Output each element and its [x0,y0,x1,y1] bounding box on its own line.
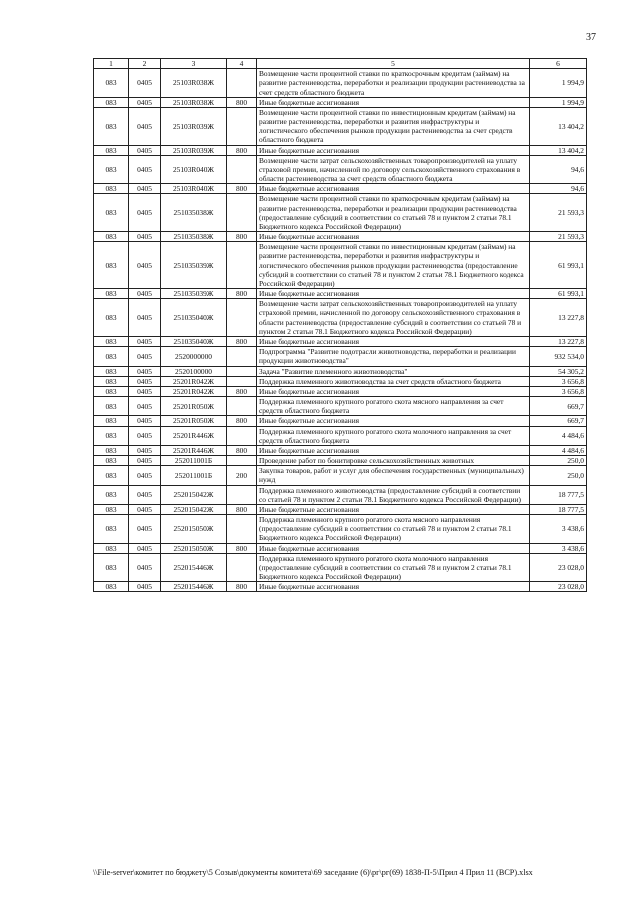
cell-description: Поддержка племенного крупного рогатого скота мясного направления за счет средств областного бюджета [257,397,530,416]
table-row [94,184,587,194]
table-row [94,582,587,592]
header-col-3: 3 [161,59,227,69]
header-col-5: 5 [257,59,530,69]
cell-description: Проведение работ по бонитировке сельскохозяйственных животных [257,456,530,466]
cell-section-code: 0405 [129,289,161,299]
cell-description: Закупка товаров, работ и услуг для обеспечения государственных (муниципальных) нужд [257,466,530,485]
cell-amount: 94,6 [530,184,587,194]
cell-target-article: 25103R040Ж [161,155,227,184]
cell-expense-type: 800 [227,416,257,426]
cell-description: Иные бюджетные ассигнования [257,184,530,194]
cell-section-code: 0405 [129,184,161,194]
cell-description: Иные бюджетные ассигнования [257,289,530,299]
cell-target-article: 25201R050Ж [161,397,227,416]
cell-section-code: 0405 [129,69,161,98]
cell-target-article: 252015042Ж [161,504,227,514]
cell-description: Иные бюджетные ассигнования [257,145,530,155]
cell-amount: 61 993,1 [530,242,587,289]
table-row [94,376,587,386]
cell-amount: 94,6 [530,155,587,184]
cell-dept-code: 083 [94,543,129,553]
cell-target-article: 25201R042Ж [161,376,227,386]
budget-table-wrapper [93,58,586,592]
cell-description: Поддержка племенного крупного рогатого скота молочного направления за счет средств областного бюджета [257,426,530,445]
cell-dept-code: 083 [94,155,129,184]
cell-target-article: 2520100000 [161,366,227,376]
cell-dept-code: 083 [94,416,129,426]
table-row [94,456,587,466]
cell-expense-type [227,242,257,289]
cell-description: Возмещение части затрат сельскохозяйственных товаропроизводителей на уплату страховой премии, начисленной по договору сельскохозяйственного страхования в области растениеводства за счет средств областного бюджета [257,155,530,184]
table-row [94,416,587,426]
table-row [94,553,587,582]
cell-target-article: 252015446Ж [161,582,227,592]
cell-expense-type: 800 [227,543,257,553]
table-header-row [94,59,587,69]
cell-target-article: 251035039Ж [161,242,227,289]
cell-section-code: 0405 [129,504,161,514]
cell-section-code: 0405 [129,456,161,466]
cell-expense-type [227,553,257,582]
cell-target-article: 251035039Ж [161,289,227,299]
cell-section-code: 0405 [129,416,161,426]
cell-amount: 13 227,8 [530,299,587,337]
cell-target-article: 25103R038Ж [161,97,227,107]
cell-section-code: 0405 [129,194,161,232]
cell-amount: 13 404,2 [530,107,587,145]
cell-section-code: 0405 [129,145,161,155]
cell-description: Возмещение части затрат сельскохозяйственных товаропроизводителей на уплату страховой премии, начисленной по договору сельскохозяйственного страхования в области растениеводства (предоставление субсидий в соответствии со статьей 78 и пунктом 2 статьи 78.1 Бюджетного кодекса Российской Федерации) [257,299,530,337]
cell-description: Иные бюджетные ассигнования [257,445,530,455]
cell-amount: 3 438,6 [530,543,587,553]
cell-dept-code: 083 [94,336,129,346]
table-row [94,299,587,337]
cell-dept-code: 083 [94,184,129,194]
cell-amount: 23 028,0 [530,582,587,592]
cell-description: Иные бюджетные ассигнования [257,504,530,514]
cell-dept-code: 083 [94,466,129,485]
cell-target-article: 25201R050Ж [161,416,227,426]
table-row [94,515,587,544]
cell-target-article: 25201R446Ж [161,426,227,445]
cell-target-article: 25201R042Ж [161,386,227,396]
cell-expense-type [227,194,257,232]
cell-expense-type: 800 [227,97,257,107]
cell-dept-code: 083 [94,485,129,504]
cell-description: Поддержка племенного животноводства за счет средств областного бюджета [257,376,530,386]
cell-expense-type [227,515,257,544]
cell-amount: 4 484,6 [530,426,587,445]
budget-table [93,58,587,592]
header-col-1: 1 [94,59,129,69]
cell-target-article: 252011001Б [161,466,227,485]
table-row [94,485,587,504]
table-row [94,397,587,416]
cell-expense-type [227,426,257,445]
cell-expense-type: 800 [227,289,257,299]
file-path-footer: \\File-server\комитет по бюджету\5 Созыв\документы комитета\69 заседание (6)\рг\рг(69) 1838-П-5\Прил 4 Прил 11 (ВСР).xlsx [93,868,533,877]
cell-section-code: 0405 [129,107,161,145]
cell-description: Иные бюджетные ассигнования [257,543,530,553]
table-row [94,194,587,232]
cell-amount: 21 593,3 [530,232,587,242]
cell-description: Возмещение части процентной ставки по краткосрочным кредитам (займам) на развитие растениеводства, переработки и реализации продукции растениеводства (предоставление субсидий в соответствии со статьей 78 и пунктом 2 статьи 78.1 Бюджетного кодекса Российской Федерации) [257,194,530,232]
cell-target-article: 251035038Ж [161,232,227,242]
header-col-4: 4 [227,59,257,69]
cell-description: Задача "Развитие племенного животноводства" [257,366,530,376]
cell-target-article: 251035040Ж [161,336,227,346]
table-row [94,336,587,346]
cell-description: Подпрограмма "Развитие подотрасли животноводства, переработки и реализации продукции животноводства" [257,347,530,366]
cell-dept-code: 083 [94,232,129,242]
cell-target-article: 252015446Ж [161,553,227,582]
table-body [94,69,587,592]
cell-expense-type [227,107,257,145]
cell-amount: 61 993,1 [530,289,587,299]
cell-expense-type [227,347,257,366]
header-col-2: 2 [129,59,161,69]
cell-amount: 250,0 [530,456,587,466]
cell-expense-type [227,299,257,337]
cell-amount: 250,0 [530,466,587,485]
cell-amount: 3 438,6 [530,515,587,544]
cell-expense-type: 800 [227,145,257,155]
cell-expense-type [227,155,257,184]
cell-target-article: 252015050Ж [161,515,227,544]
cell-section-code: 0405 [129,445,161,455]
cell-amount: 21 593,3 [530,194,587,232]
cell-expense-type: 800 [227,445,257,455]
cell-section-code: 0405 [129,386,161,396]
cell-description: Иные бюджетные ассигнования [257,336,530,346]
cell-dept-code: 083 [94,582,129,592]
cell-expense-type: 800 [227,504,257,514]
table-row [94,426,587,445]
cell-dept-code: 083 [94,242,129,289]
table-row [94,347,587,366]
cell-dept-code: 083 [94,299,129,337]
table-row [94,97,587,107]
cell-target-article: 25103R040Ж [161,184,227,194]
cell-expense-type [227,485,257,504]
table-row [94,543,587,553]
cell-amount: 54 305,2 [530,366,587,376]
table-row [94,445,587,455]
cell-dept-code: 083 [94,426,129,445]
cell-amount: 1 994,9 [530,69,587,98]
cell-section-code: 0405 [129,299,161,337]
cell-dept-code: 083 [94,289,129,299]
cell-dept-code: 083 [94,445,129,455]
cell-amount: 1 994,9 [530,97,587,107]
cell-dept-code: 083 [94,397,129,416]
table-row [94,466,587,485]
cell-expense-type: 800 [227,386,257,396]
cell-section-code: 0405 [129,242,161,289]
cell-dept-code: 083 [94,194,129,232]
cell-section-code: 0405 [129,336,161,346]
cell-amount: 3 656,8 [530,376,587,386]
cell-dept-code: 083 [94,504,129,514]
cell-dept-code: 083 [94,97,129,107]
cell-section-code: 0405 [129,485,161,504]
page-number: 37 [586,32,596,43]
cell-expense-type: 200 [227,466,257,485]
cell-dept-code: 083 [94,515,129,544]
header-col-6: 6 [530,59,587,69]
table-row [94,289,587,299]
cell-section-code: 0405 [129,553,161,582]
cell-dept-code: 083 [94,456,129,466]
table-row [94,386,587,396]
table-row [94,504,587,514]
cell-description: Иные бюджетные ассигнования [257,232,530,242]
cell-target-article: 25103R039Ж [161,145,227,155]
cell-section-code: 0405 [129,397,161,416]
cell-description: Возмещение части процентной ставки по инвестиционным кредитам (займам) на развитие растениеводства, переработки и развития инфраструктуры и логистического обеспечения рынков продукции растениеводства (предоставление субсидий в соответствии со статьей 78 и пунктом 2 статьи 78.1 Бюджетного кодекса Российской Федерации) [257,242,530,289]
cell-dept-code: 083 [94,107,129,145]
cell-description: Поддержка племенного крупного рогатого скота молочного направления (предоставление субсидий в соответствии со статьей 78 и пунктом 2 статьи 78.1 Бюджетного кодекса Российской Федерации) [257,553,530,582]
cell-section-code: 0405 [129,376,161,386]
cell-section-code: 0405 [129,515,161,544]
cell-expense-type [227,397,257,416]
cell-dept-code: 083 [94,347,129,366]
cell-expense-type: 800 [227,232,257,242]
cell-section-code: 0405 [129,582,161,592]
cell-description: Поддержка племенного животноводства (предоставление субсидий в соответствии со статьей 78 и пунктом 2 статьи 78.1 Бюджетного кодекса Российской Федерации) [257,485,530,504]
cell-dept-code: 083 [94,366,129,376]
table-row [94,145,587,155]
cell-dept-code: 083 [94,553,129,582]
cell-amount: 3 656,8 [530,386,587,396]
cell-section-code: 0405 [129,466,161,485]
table-row [94,242,587,289]
cell-description: Возмещение части процентной ставки по инвестиционным кредитам (займам) на развитие растениеводства, переработки и развития инфраструктуры и логистического обеспечения рынков продукции растениеводства за счет средств областного бюджета [257,107,530,145]
cell-section-code: 0405 [129,366,161,376]
cell-dept-code: 083 [94,386,129,396]
cell-expense-type [227,456,257,466]
cell-amount: 669,7 [530,416,587,426]
table-row [94,155,587,184]
cell-description: Поддержка племенного крупного рогатого скота мясного направления (предоставление субсидий в соответствии со статьей 78 и пунктом 2 статьи 78.1 Бюджетного кодекса Российской Федерации) [257,515,530,544]
cell-amount: 669,7 [530,397,587,416]
cell-section-code: 0405 [129,426,161,445]
table-row [94,366,587,376]
cell-description: Иные бюджетные ассигнования [257,386,530,396]
cell-target-article: 251035038Ж [161,194,227,232]
cell-dept-code: 083 [94,376,129,386]
cell-dept-code: 083 [94,69,129,98]
cell-amount: 13 404,2 [530,145,587,155]
cell-section-code: 0405 [129,97,161,107]
cell-dept-code: 083 [94,145,129,155]
cell-target-article: 252015042Ж [161,485,227,504]
cell-target-article: 252015050Ж [161,543,227,553]
cell-section-code: 0405 [129,543,161,553]
cell-amount: 18 777,5 [530,504,587,514]
cell-amount: 23 028,0 [530,553,587,582]
cell-target-article: 2520000000 [161,347,227,366]
table-row [94,69,587,98]
cell-target-article: 25201R446Ж [161,445,227,455]
cell-target-article: 251035040Ж [161,299,227,337]
cell-description: Возмещение части процентной ставки по краткосрочным кредитам (займам) на развитие растениеводства, переработки и реализации продукции растениеводства за счет средств областного бюджета [257,69,530,98]
table-row [94,232,587,242]
cell-section-code: 0405 [129,232,161,242]
cell-expense-type [227,376,257,386]
cell-expense-type: 800 [227,184,257,194]
cell-expense-type [227,366,257,376]
cell-amount: 932 534,0 [530,347,587,366]
cell-section-code: 0405 [129,155,161,184]
cell-target-article: 252011001Б [161,456,227,466]
cell-expense-type: 800 [227,336,257,346]
cell-amount: 4 484,6 [530,445,587,455]
cell-expense-type: 800 [227,582,257,592]
cell-amount: 18 777,5 [530,485,587,504]
cell-target-article: 25103R039Ж [161,107,227,145]
table-row [94,107,587,145]
cell-expense-type [227,69,257,98]
cell-target-article: 25103R038Ж [161,69,227,98]
cell-description: Иные бюджетные ассигнования [257,416,530,426]
cell-description: Иные бюджетные ассигнования [257,97,530,107]
cell-description: Иные бюджетные ассигнования [257,582,530,592]
cell-amount: 13 227,8 [530,336,587,346]
cell-section-code: 0405 [129,347,161,366]
